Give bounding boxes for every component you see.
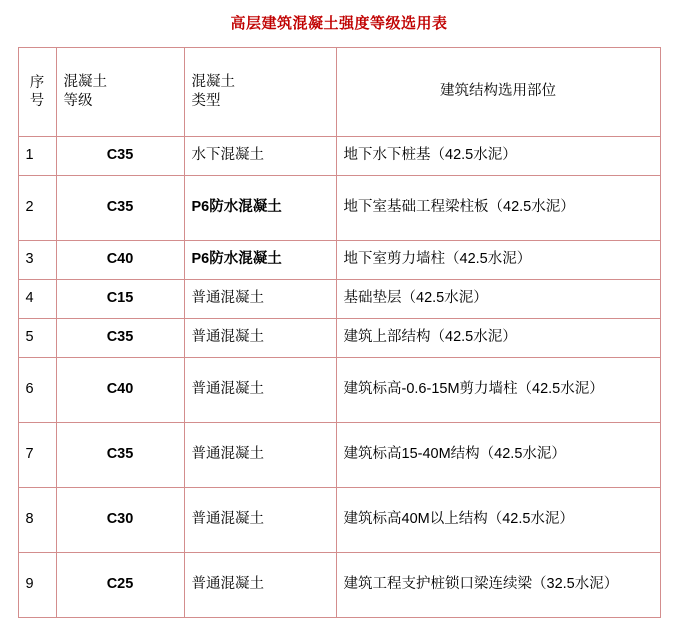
cell-use: 地下水下桩基（42.5水泥） <box>336 137 660 176</box>
cell-grade: C35 <box>56 319 184 358</box>
cell-type: 普通混凝土 <box>184 488 336 553</box>
table-header <box>18 48 660 137</box>
column-header-type <box>184 48 336 137</box>
cell-no: 9 <box>18 553 56 618</box>
cell-grade: C40 <box>56 241 184 280</box>
concrete-grade-table <box>18 47 661 618</box>
column-header-grade <box>56 48 184 137</box>
table-row <box>18 553 660 618</box>
cell-no: 5 <box>18 319 56 358</box>
cell-use: 建筑工程支护桩锁口梁连续梁（32.5水泥） <box>336 553 660 618</box>
table-row <box>18 241 660 280</box>
cell-grade: C35 <box>56 137 184 176</box>
cell-use: 地下室剪力墙柱（42.5水泥） <box>336 241 660 280</box>
cell-grade: C35 <box>56 176 184 241</box>
column-header-use: 建筑结构选用部位 <box>336 48 660 137</box>
cell-grade: C30 <box>56 488 184 553</box>
column-header-no <box>18 48 56 137</box>
column-header-no-line1: 序 <box>29 74 45 91</box>
page-title: 高层建筑混凝土强度等级选用表 <box>230 15 448 32</box>
cell-use: 建筑标高15-40M结构（42.5水泥） <box>336 423 660 488</box>
cell-use: 建筑标高40M以上结构（42.5水泥） <box>336 488 660 553</box>
cell-use: 建筑上部结构（42.5水泥） <box>336 319 660 358</box>
column-header-no-line2: 号 <box>29 93 45 109</box>
cell-type: P6防水混凝土 <box>184 176 336 241</box>
table-row <box>18 280 660 319</box>
cell-type: 普通混凝土 <box>184 423 336 488</box>
column-header-grade-line1: 混凝土 <box>63 74 107 91</box>
cell-use: 地下室基础工程梁柱板（42.5水泥） <box>336 176 660 241</box>
cell-use: 建筑标高-0.6-15M剪力墙柱（42.5水泥） <box>336 358 660 423</box>
cell-no: 2 <box>18 176 56 241</box>
table-row <box>18 319 660 358</box>
table-row <box>18 488 660 553</box>
cell-no: 7 <box>18 423 56 488</box>
table-row <box>18 358 660 423</box>
cell-grade: C35 <box>56 423 184 488</box>
cell-no: 8 <box>18 488 56 553</box>
cell-no: 3 <box>18 241 56 280</box>
table-row <box>18 137 660 176</box>
cell-type: P6防水混凝土 <box>184 241 336 280</box>
cell-no: 6 <box>18 358 56 423</box>
cell-type: 水下混凝土 <box>184 137 336 176</box>
table-body <box>18 137 660 618</box>
table-row <box>18 423 660 488</box>
cell-no: 1 <box>18 137 56 176</box>
cell-grade: C15 <box>56 280 184 319</box>
cell-type: 普通混凝土 <box>184 358 336 423</box>
cell-grade: C25 <box>56 553 184 618</box>
column-header-type-line1: 混凝土 <box>191 74 235 91</box>
table-row <box>18 176 660 241</box>
cell-type: 普通混凝土 <box>184 319 336 358</box>
cell-no: 4 <box>18 280 56 319</box>
cell-use: 基础垫层（42.5水泥） <box>336 280 660 319</box>
cell-type: 普通混凝土 <box>184 280 336 319</box>
table-header-row <box>18 48 660 137</box>
cell-type: 普通混凝土 <box>184 553 336 618</box>
column-header-grade-line2: 等级 <box>63 93 93 109</box>
column-header-type-line2: 类型 <box>191 93 221 109</box>
cell-grade: C40 <box>56 358 184 423</box>
